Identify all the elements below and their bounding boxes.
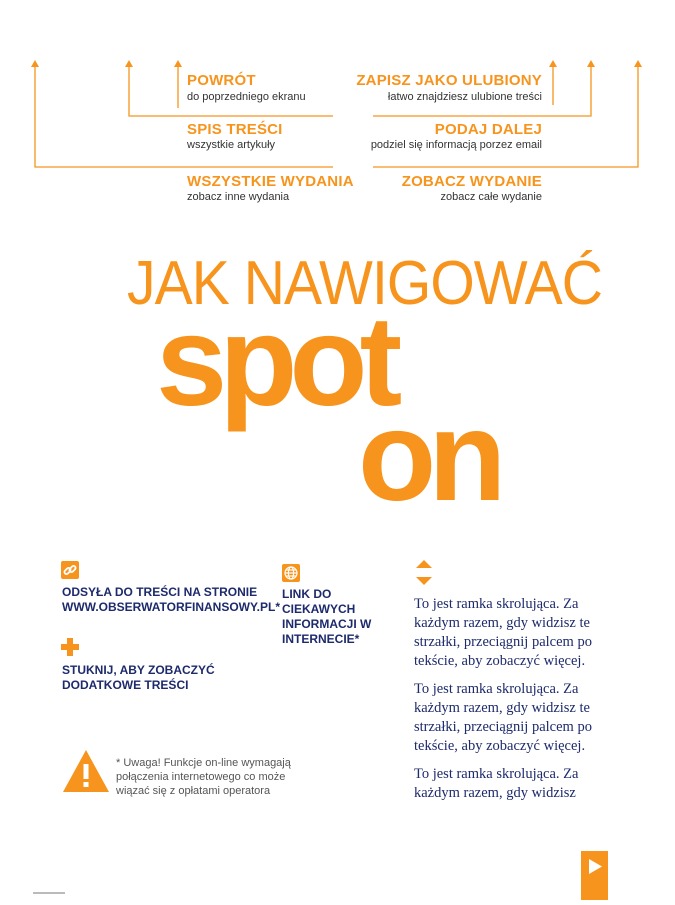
warning-icon [61, 748, 111, 794]
nav-share-title: PODAJ DALEJ [434, 121, 542, 138]
nav-favorite-title: ZAPISZ JAKO ULUBIONY [356, 72, 542, 89]
scroll-arrows-icon [414, 560, 434, 586]
plus-icon [61, 638, 79, 656]
next-page-button[interactable] [581, 851, 608, 900]
arrow-up-icon [634, 60, 642, 67]
play-icon [581, 851, 608, 900]
nav-all-issues-sub: zobacz inne wydania [187, 191, 290, 203]
nav-back-title: POWRÓT [187, 72, 256, 89]
link-icon [61, 561, 79, 579]
page-title: JAK NAWIGOWAĆ [127, 249, 603, 318]
arrow-up-icon [31, 60, 39, 67]
nav-back-sub: do poprzedniego ekranu [187, 91, 306, 103]
nav-view-issue-title: ZOBACZ WYDANIE [401, 173, 542, 190]
logo-spot: spot [156, 290, 395, 433]
nav-favorite-sub: łatwo znajdziesz ulubione treści [387, 91, 542, 103]
arrow-up-icon [174, 60, 182, 67]
arrow-up-icon [125, 60, 133, 67]
arrow-up-icon [549, 60, 557, 67]
logo-on: on [358, 385, 499, 528]
arrow-up-icon [587, 60, 595, 67]
nav-guide-lines [0, 0, 675, 230]
nav-toc-sub: wszystkie artykuły [187, 139, 276, 151]
scroll-paragraph: To jest ramka skrolująca. Za każdym razem, gdy widzisz te strzałki, przeciągnij palcem po tekście, aby zobaczyć więcej. [414, 681, 592, 754]
nav-toc-title: SPIS TREŚCI [187, 121, 283, 138]
scroll-frame[interactable] [414, 595, 614, 805]
page-divider [33, 892, 65, 894]
nav-view-issue-sub: zobacz całe wydanie [440, 191, 542, 203]
legend-link-text: ODSYŁA DO TREŚCI NA STRONIE WWW.OBSERWATORFINANSOWY.PL* [62, 585, 280, 614]
globe-icon [282, 564, 300, 582]
legend-plus-text: STUKNIJ, ABY ZOBACZYĆ DODATKOWE TREŚCI [62, 663, 215, 692]
warning-note: * Uwaga! Funkcje on-line wymagają połączenia internetowego co może wiązać się z opłatami operatora [116, 757, 291, 797]
scroll-paragraph: To jest ramka skrolująca. Za każdym razem, gdy widzisz te strzałki, przeciągnij palcem po tekście, aby zobaczyć więcej. [414, 596, 592, 669]
nav-all-issues-title: WSZYSTKIE WYDANIA [187, 173, 354, 190]
scroll-paragraph: To jest ramka skrolująca. Za każdym razem, gdy widzisz [414, 766, 579, 801]
nav-share-sub: podziel się informacją porzez email [370, 139, 542, 151]
legend-globe-text: LINK DO CIEKAWYCH INFORMACJI W INTERNECIE* [282, 587, 372, 646]
